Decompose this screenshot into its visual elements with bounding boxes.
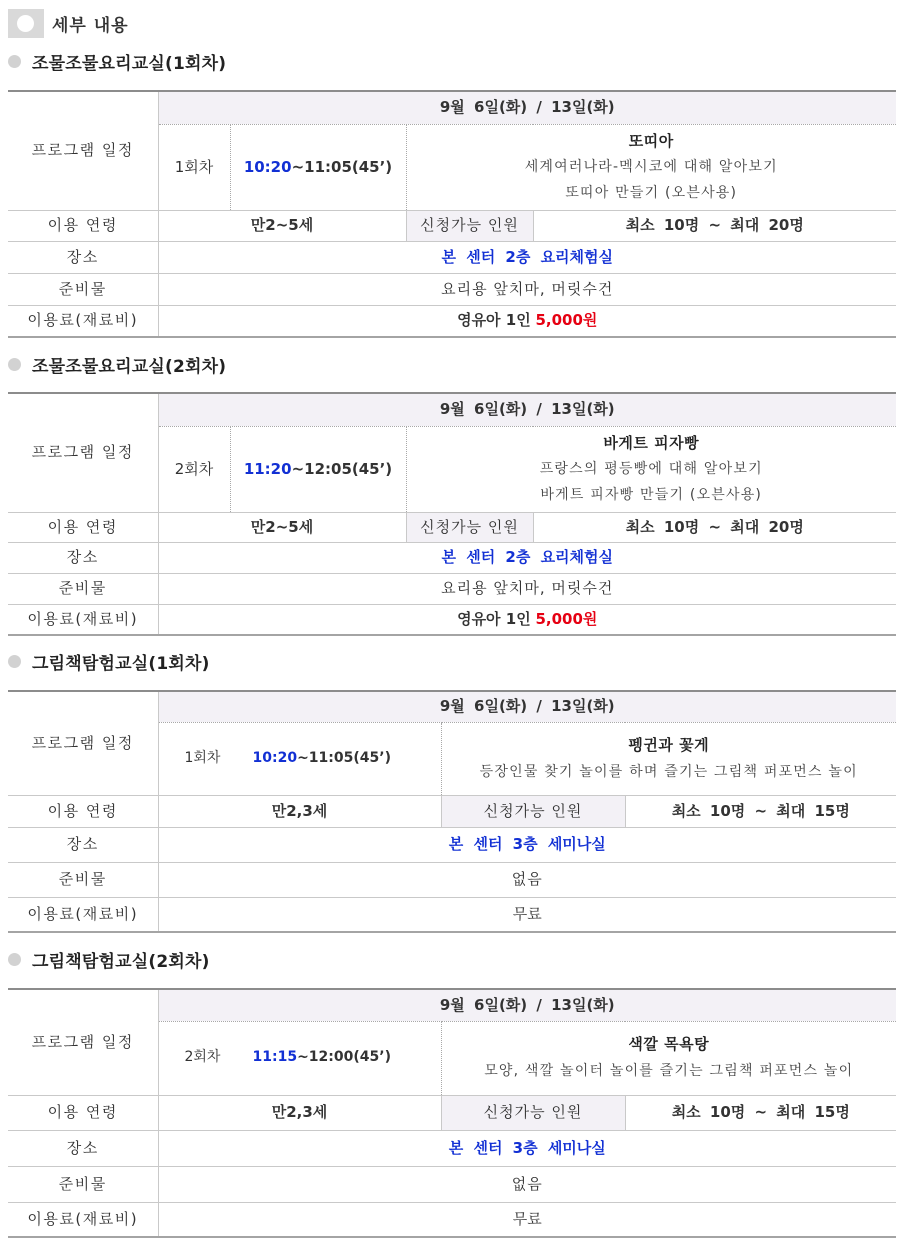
- schedule-label: 프로그램 일정: [8, 393, 158, 512]
- supplies-label: 준비물: [8, 573, 158, 604]
- age-value: 만2,3세: [158, 795, 441, 827]
- age-value: 만2,3세: [158, 1095, 441, 1130]
- circle-bullet-icon: [8, 953, 21, 966]
- program-date: 9월 6일(화) / 13일(화): [158, 989, 896, 1021]
- program-heading: [8, 947, 210, 971]
- activity-description: 등장인물 찾기 놀이를 하며 즐기는 그림책 퍼포먼스 놀이: [479, 763, 858, 780]
- supplies-value: 없음: [158, 862, 896, 897]
- fee-amount: 5,000원: [535, 609, 598, 628]
- program-heading: [8, 649, 210, 673]
- capacity-label: 신청가능 인원: [406, 210, 533, 241]
- activity-description: 또띠아 만들기 (오븐사용): [565, 185, 738, 201]
- place-label: 장소: [8, 241, 158, 273]
- session-number: 1회차: [184, 749, 221, 766]
- supplies-value: 없음: [158, 1166, 896, 1202]
- supplies-label: 준비물: [8, 862, 158, 897]
- age-label: 이용 연령: [8, 512, 158, 542]
- place-label: 장소: [8, 542, 158, 573]
- program-table: [8, 90, 896, 338]
- end-time: ~11:05(45’): [291, 157, 393, 176]
- end-time: ~12:05(45’): [291, 459, 393, 478]
- capacity-value: 최소 10명 ~ 최대 15명: [625, 795, 896, 827]
- activity-cell: [441, 722, 896, 795]
- fee-value: [158, 604, 896, 635]
- activity-description: 모양, 색깔 놀이터 놀이를 즐기는 그림책 퍼포먼스 놀이: [484, 1063, 854, 1079]
- session-time: [230, 124, 406, 210]
- session-time: [253, 750, 391, 768]
- fee-value: [158, 305, 896, 337]
- page-title: 세부 내용: [52, 16, 129, 36]
- activity-title: 펭귄과 꽃게: [628, 735, 710, 754]
- capacity-label: 신청가능 인원: [441, 795, 625, 827]
- program-table: [8, 988, 896, 1238]
- age-label: 이용 연령: [8, 795, 158, 827]
- fee-value: 무료: [158, 1202, 896, 1237]
- session-cell: [158, 722, 441, 795]
- activity-description: 프랑스의 평등빵에 대해 알아보기: [539, 461, 763, 477]
- activity-cell: [406, 426, 896, 512]
- schedule-label: 프로그램 일정: [8, 691, 158, 795]
- circle-bullet-icon: [8, 55, 21, 68]
- activity-cell: [406, 124, 896, 210]
- fee-label: 이용료(재료비): [8, 897, 158, 932]
- activity-title: 또띠아: [628, 132, 674, 150]
- program-heading: [8, 352, 226, 376]
- program-date: 9월 6일(화) / 13일(화): [158, 691, 896, 722]
- age-label: 이용 연령: [8, 1095, 158, 1130]
- circle-bullet-icon: [8, 655, 21, 668]
- fee-label: 이용료(재료비): [8, 305, 158, 337]
- age-value: 만2~5세: [158, 210, 406, 241]
- capacity-value: 최소 10명 ~ 최대 20명: [533, 512, 896, 542]
- program-heading-text: 그림책탐험교실(1회차): [32, 653, 210, 674]
- session-number: 2회차: [158, 426, 230, 512]
- program-date: 9월 6일(화) / 13일(화): [158, 91, 896, 124]
- session-number: 1회차: [158, 124, 230, 210]
- activity-description: 세계여러나라-멕시코에 대해 알아보기: [524, 159, 778, 175]
- end-time: ~11:05(45’): [297, 749, 391, 766]
- activity-title: 색깔 목욕탕: [628, 1035, 710, 1053]
- capacity-value: 최소 10명 ~ 최대 15명: [625, 1095, 896, 1130]
- session-time: [253, 1049, 391, 1067]
- schedule-label: 프로그램 일정: [8, 91, 158, 210]
- place-value: 본 센터 3층 세미나실: [158, 1130, 896, 1166]
- place-label: 장소: [8, 1130, 158, 1166]
- session-cell: [158, 1021, 441, 1095]
- circle-in-box-icon: [8, 9, 44, 38]
- supplies-value: 요리용 앞치마, 머릿수건: [158, 573, 896, 604]
- page-title-bar: [8, 9, 129, 38]
- end-time: ~12:00(45’): [297, 1049, 391, 1066]
- program-heading-text: 조물조물요리교실(1회차): [32, 53, 227, 74]
- start-time: 11:15: [252, 1049, 298, 1066]
- activity-title: 바게트 피자빵: [603, 434, 700, 452]
- capacity-value: 최소 10명 ~ 최대 20명: [533, 210, 896, 241]
- age-label: 이용 연령: [8, 210, 158, 241]
- program-heading: [8, 49, 226, 73]
- supplies-value: 요리용 앞치마, 머릿수건: [158, 273, 896, 305]
- program-heading-text: 조물조물요리교실(2회차): [32, 356, 227, 377]
- activity-description: 바게트 피자빵 만들기 (오븐사용): [540, 487, 763, 503]
- fee-label: 이용료(재료비): [8, 1202, 158, 1237]
- start-time: 10:20: [252, 749, 298, 766]
- session-number: 2회차: [184, 1049, 221, 1066]
- program-table: [8, 392, 896, 636]
- session-time: [230, 426, 406, 512]
- program-table: [8, 690, 896, 933]
- start-time: 11:20: [243, 459, 292, 478]
- start-time: 10:20: [243, 157, 292, 176]
- supplies-label: 준비물: [8, 1166, 158, 1202]
- place-value: 본 센터 2층 요리체험실: [158, 241, 896, 273]
- place-value: 본 센터 2층 요리체험실: [158, 542, 896, 573]
- place-label: 장소: [8, 827, 158, 862]
- age-value: 만2~5세: [158, 512, 406, 542]
- program-date: 9월 6일(화) / 13일(화): [158, 393, 896, 426]
- circle-bullet-icon: [8, 358, 21, 371]
- activity-cell: [441, 1021, 896, 1095]
- capacity-label: 신청가능 인원: [406, 512, 533, 542]
- capacity-label: 신청가능 인원: [441, 1095, 625, 1130]
- fee-prefix: 영유아 1인: [457, 311, 531, 330]
- fee-amount: 5,000원: [535, 311, 598, 330]
- fee-label: 이용료(재료비): [8, 604, 158, 635]
- schedule-label: 프로그램 일정: [8, 989, 158, 1095]
- place-value: 본 센터 3층 세미나실: [158, 827, 896, 862]
- fee-prefix: 영유아 1인: [457, 609, 531, 628]
- program-heading-text: 그림책탐험교실(2회차): [32, 951, 210, 972]
- fee-value: 무료: [158, 897, 896, 932]
- supplies-label: 준비물: [8, 273, 158, 305]
